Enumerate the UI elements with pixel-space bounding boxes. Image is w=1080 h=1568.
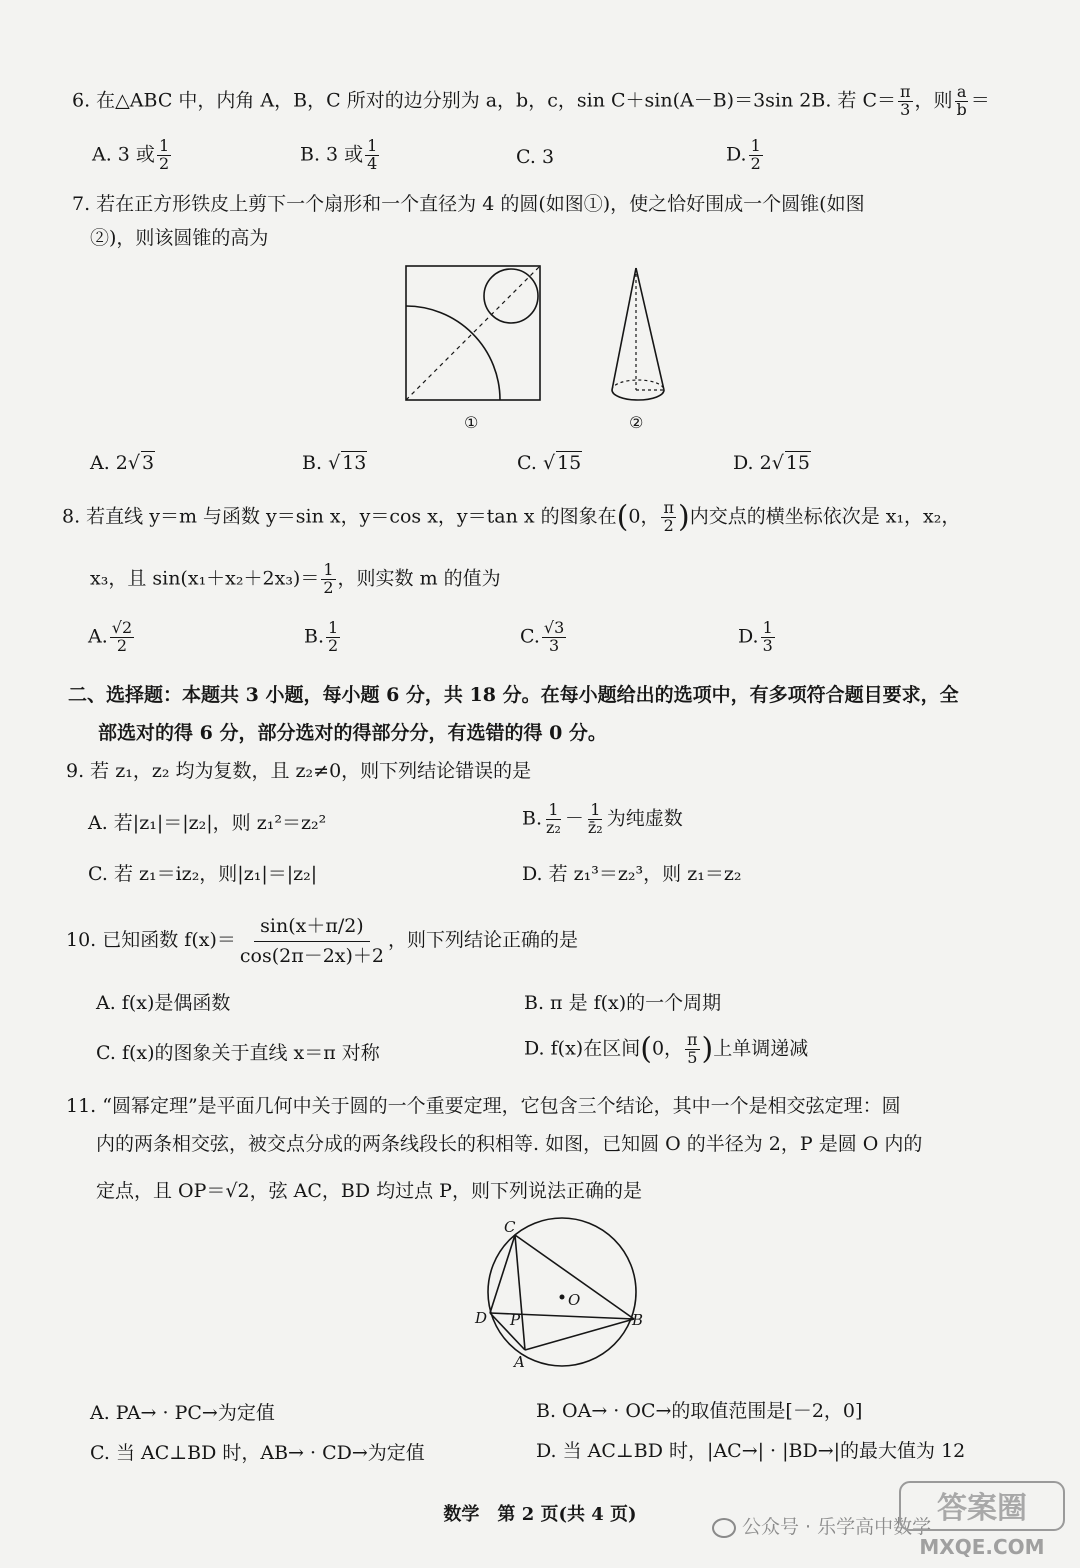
label-a: A: [514, 1353, 525, 1371]
q10-option-b: B. π 是 f(x)的一个周期: [524, 992, 722, 1014]
q7-figure2: [612, 268, 664, 400]
cone-right-edge: [636, 268, 664, 390]
q7-stem-line2: ②)，则该圆锥的高为: [90, 227, 269, 249]
q6-ratio-fraction: $\frac{a}{b}$: [956, 82, 967, 119]
q8-option-b: B. $\frac{1}{2}$: [304, 618, 339, 655]
q7-option-b: B. √ 13: [302, 452, 367, 474]
watermark: 公众号 · 乐学高中数学: [712, 1512, 931, 1539]
q7-figure1: [406, 266, 540, 400]
q8-stem-line1: 8. 若直线 y＝m 与函数 y＝sin x，y＝cos x，y＝tan x 的图象在(0， $\frac{\pi}{2}$ )内交点的横坐标依次是 x₁，x₂，: [62, 498, 961, 535]
q7-option-d: D. 2√ 15: [733, 452, 811, 474]
cone-base-front: [612, 390, 664, 400]
q10-option-a: A. f(x)是偶函数: [96, 992, 231, 1014]
logo-subtext: MXQE.COM: [919, 1535, 1045, 1559]
section2-heading-line1: 二、选择题：本题共 3 小题，每小题 6 分，共 18 分。在每小题给出的选项中，有多项符合题目要求，全: [68, 684, 959, 706]
q7-option-a: A. 2√ 3: [90, 452, 155, 474]
q9-stem: 9. 若 z₁，z₂ 均为复数，且 z₂≠0，则下列结论错误的是: [66, 760, 532, 782]
q8-option-a: A. $\frac{√2}{2}$: [88, 618, 133, 655]
label-o: O: [568, 1291, 581, 1309]
q7-stem-line1: 7. 若在正方形铁皮上剪下一个扇形和一个直径为 4 的圆(如图①)，使之恰好围成一个圆锥(如图: [72, 193, 865, 215]
q6-stem: 6. 在△ABC 中，内角 A，B，C 所对的边分别为 a，b，c，sin C＋sin(A－B)＝3sin 2B. 若 C＝ $\frac{\pi}{3}$ ，则 $\frac{a}{b}$ ＝: [72, 82, 990, 119]
q11-option-c: C. 当 AC⊥BD 时，AB→ · CD→为定值: [90, 1442, 425, 1464]
logo-text: 答案圈: [937, 1491, 1027, 1526]
q7-option-c: C. √ 15: [517, 452, 582, 474]
page-footer: 数学 第 2 页(共 4 页): [443, 1504, 637, 1525]
q11-circle-figure: [470, 1215, 660, 1371]
section2-heading-line2: 部选对的得 6 分，部分选对的得部分分，有选错的得 0 分。: [98, 722, 607, 744]
q6-option-a: A. 3 或 $\frac{1}{2}$: [92, 136, 170, 173]
q11-stem-line2: 内的两条相交弦，被交点分成的两条线段长的积相等. 如图，已知圆 O 的半径为 2，P 是圆 O 内的: [96, 1133, 923, 1155]
cone-left-edge: [612, 268, 636, 390]
q9-option-b: B. $\frac{1}{\text{z₂}}$ － $\frac{1}{\text{z̄₂}}$ 为纯虚数: [522, 800, 683, 837]
base-circle: [484, 269, 538, 323]
q11-stem-line3: 定点，且 OP＝√2，弦 AC，BD 均过点 P，则下列说法正确的是: [96, 1180, 642, 1202]
q8-option-c: C. $\frac{√3}{3}$: [520, 618, 565, 655]
q6-option-c: C. 3: [516, 146, 555, 168]
q9-option-d: D. 若 z₁³＝z₂³，则 z₁＝z₂: [522, 863, 742, 885]
q8-stem-line2: x₃，且 sin(x₁＋x₂＋2x₃)＝ $\frac{1}{2}$ ，则实数 m 的值为: [90, 560, 501, 597]
site-logo: [898, 1478, 1066, 1562]
q11-stem-line1: 11. “圆幂定理”是平面几何中关于圆的一个重要定理，它包含三个结论，其中一个是相交弦定理：圆: [66, 1095, 901, 1117]
fig1-label: ①: [464, 413, 479, 432]
q10-option-c: C. f(x)的图象关于直线 x＝π 对称: [96, 1042, 380, 1064]
q11-option-d: D. 当 AC⊥BD 时，|AC→| · |BD→|的最大值为 12: [536, 1440, 966, 1462]
q10-option-d: D. f(x)在区间(0， $\frac{\pi}{5}$ )上单调递减: [524, 1030, 809, 1067]
q6-option-d: D. $\frac{1}{2}$: [726, 136, 761, 173]
q7-figures: [395, 258, 685, 438]
fig2-label: ②: [629, 413, 644, 432]
wechat-icon: [712, 1518, 736, 1538]
label-c: C: [504, 1218, 516, 1236]
q10-stem: 10. 已知函数 f(x)＝ $\frac{\sin(x+\pi/2)}{\cos(2\pi-2x)+2}$ ，则下列结论正确的是: [66, 912, 578, 970]
label-p: P: [510, 1311, 521, 1329]
q8-option-d: D. $\frac{1}{3}$: [738, 618, 773, 655]
q9-option-a: A. 若|z₁|＝|z₂|，则 z₁²＝z₂²: [88, 812, 327, 834]
circle-o: [488, 1218, 636, 1366]
chord-ac: [515, 1235, 525, 1350]
segment-ab: [525, 1319, 634, 1350]
q11-option-a: A. PA→ · PC→为定值: [90, 1402, 275, 1424]
center-point: [560, 1295, 565, 1300]
label-d: D: [475, 1309, 488, 1327]
q6-option-b: B. 3 或 $\frac{1}{4}$: [300, 136, 378, 173]
q10-function-fraction: $\frac{\sin(x+\pi/2)}{\cos(2\pi-2x)+2}$: [240, 912, 384, 970]
label-b: B: [632, 1311, 644, 1329]
q9-option-c: C. 若 z₁＝iz₂，则|z₁|＝|z₂|: [88, 863, 318, 885]
q11-option-b: B. OA→ · OC→的取值范围是[－2，0]: [536, 1400, 863, 1422]
q6-c-fraction: $\frac{\pi}{3}$: [899, 82, 911, 119]
cone-base-back: [612, 380, 664, 390]
